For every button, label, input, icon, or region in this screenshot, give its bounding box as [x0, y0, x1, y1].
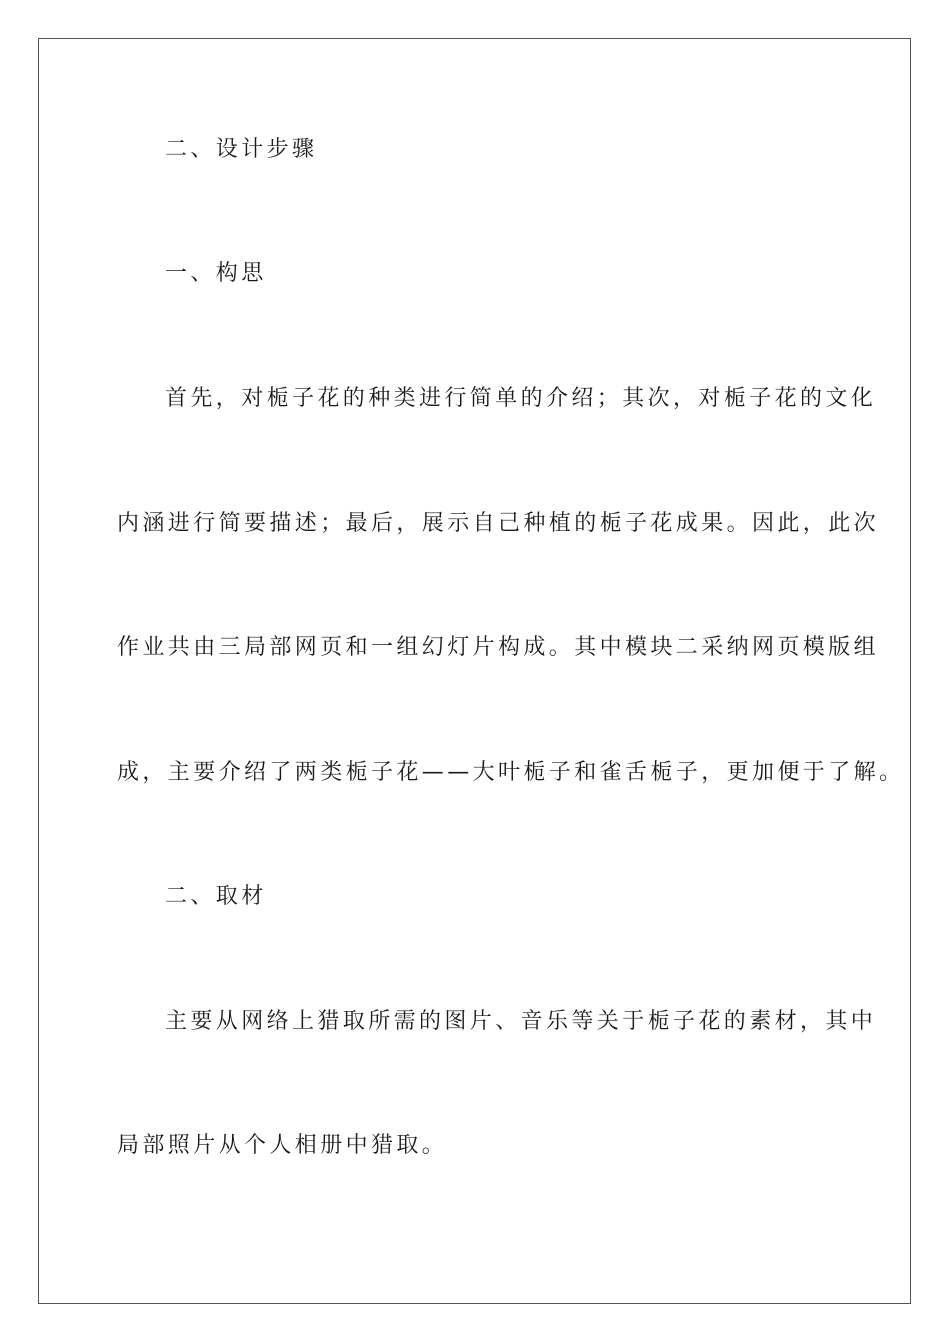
section-heading-design-steps: 二、设计步骤	[165, 137, 318, 162]
subheading-concept: 一、构思	[165, 261, 267, 286]
paragraph-line: 主要从网络上猎取所需的图片、音乐等关于栀子花的素材，其中	[165, 1009, 877, 1034]
subheading-materials: 二、取材	[165, 884, 267, 909]
page-border	[38, 38, 911, 1304]
paragraph-line: 局部照片从个人相册中猎取。	[117, 1133, 448, 1158]
paragraph-line: 内涵进行简要描述；最后，展示自己种植的栀子花成果。因此，此次	[117, 511, 880, 536]
paragraph-line: 作业共由三局部网页和一组幻灯片构成。其中模块二采纳网页模版组	[117, 635, 880, 660]
paragraph-line: 首先，对栀子花的种类进行简单的介绍；其次，对栀子花的文化	[165, 386, 877, 411]
paragraph-line: 成，主要介绍了两类栀子花——大叶栀子和雀舌栀子，更加便于了解。	[117, 760, 905, 785]
